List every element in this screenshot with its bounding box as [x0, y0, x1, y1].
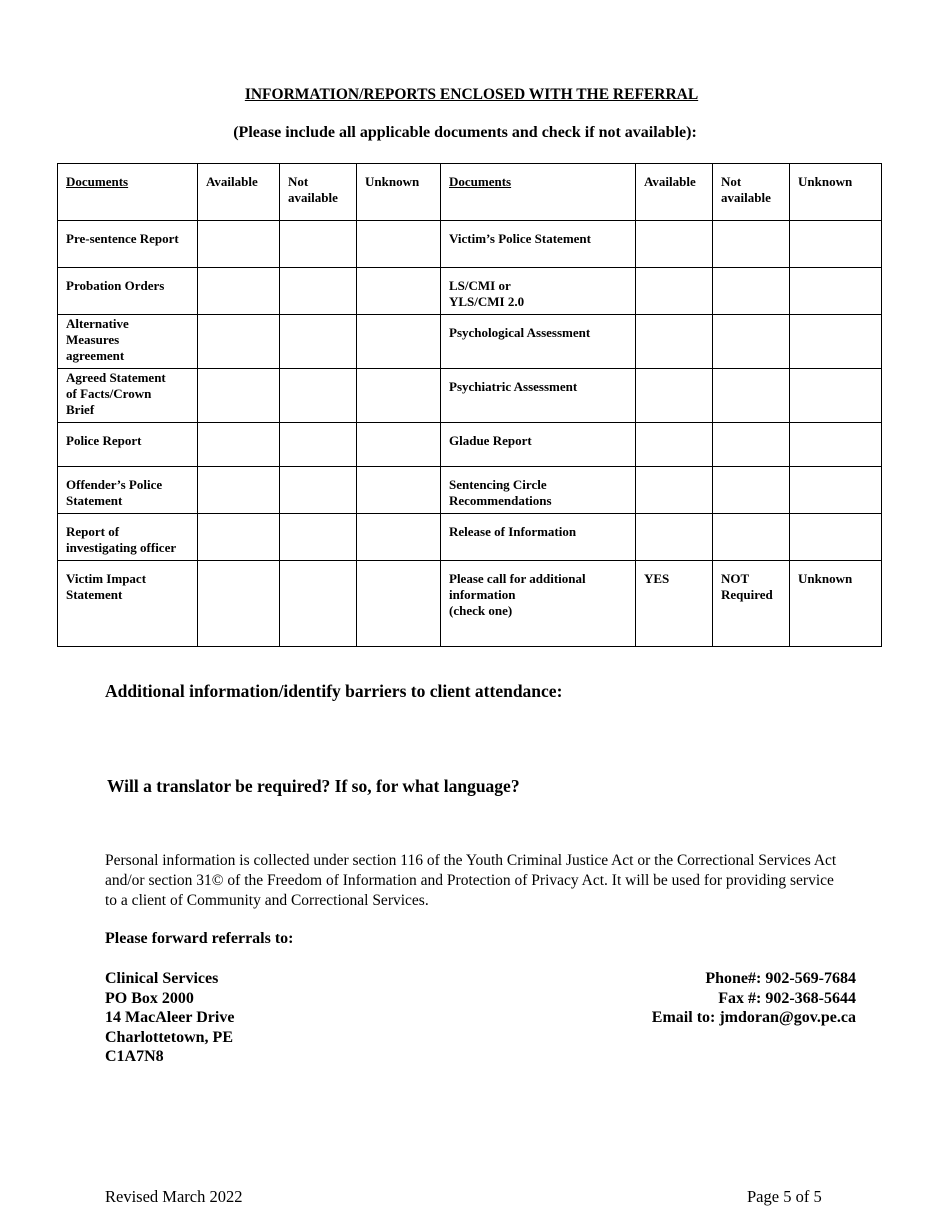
checkbox-unknown[interactable] [790, 467, 882, 514]
document-label: Sentencing Circle Recommendations [441, 467, 636, 514]
address-line: Charlottetown, PE [105, 1028, 233, 1046]
mailing-address [105, 969, 234, 1067]
checkbox-available[interactable] [198, 315, 280, 369]
checkbox-unknown[interactable] [790, 315, 882, 369]
checkbox-unknown[interactable] [357, 561, 441, 647]
barriers-question: Additional information/identify barriers to client attendance: [105, 681, 563, 701]
address-line: Clinical Services [105, 970, 219, 987]
checkbox-unknown[interactable] [790, 514, 882, 561]
header-available: Available [198, 164, 280, 221]
table-row [58, 268, 882, 315]
checkbox-not-available[interactable] [280, 423, 357, 467]
checkbox-unknown[interactable] [790, 423, 882, 467]
document-label: Please call for additional information (check one) [441, 561, 636, 647]
fax-number: Fax #: 902-368-5644 [718, 989, 856, 1007]
address-line: PO Box 2000 [105, 989, 194, 1007]
checkbox-not-available[interactable] [280, 221, 357, 268]
table-row [58, 467, 882, 514]
translator-question: Will a translator be required? If so, for what language? [107, 776, 520, 796]
table-row [58, 561, 882, 647]
checkbox-not-available[interactable] [280, 369, 357, 423]
checkbox-not-available[interactable] [713, 423, 790, 467]
checkbox-available[interactable] [636, 369, 713, 423]
checkbox-unknown[interactable] [790, 268, 882, 315]
checkbox-available[interactable] [636, 315, 713, 369]
forward-label: Please forward referrals to: [105, 930, 294, 947]
header-documents: Documents [58, 164, 198, 221]
checkbox-unknown[interactable] [357, 423, 441, 467]
checkbox-not-available[interactable] [280, 514, 357, 561]
checkbox-available[interactable] [198, 423, 280, 467]
document-label: Probation Orders [58, 268, 198, 315]
checkbox-available[interactable] [198, 561, 280, 647]
checkbox-not-available[interactable] [713, 369, 790, 423]
checkbox-not-available[interactable] [713, 221, 790, 268]
contact-info [652, 969, 856, 1028]
checkbox-available[interactable] [198, 467, 280, 514]
phone-number: Phone#: 902-569-7684 [705, 970, 856, 987]
document-label: Victim’s Police Statement [441, 221, 636, 268]
form-instructions: (Please include all applicable documents and check if not available): [233, 124, 697, 141]
table-row [58, 514, 882, 561]
checkbox-available[interactable] [636, 268, 713, 315]
document-label: Gladue Report [441, 423, 636, 467]
header-not-available-2: Not available [713, 164, 790, 221]
table-row [58, 315, 882, 369]
checkbox-not-available[interactable] [713, 315, 790, 369]
checkbox-not-available[interactable] [280, 315, 357, 369]
header-unknown: Unknown [357, 164, 441, 221]
header-documents-2: Documents [441, 164, 636, 221]
document-label: Release of Information [441, 514, 636, 561]
checkbox-not-available[interactable] [280, 561, 357, 647]
checkbox-available[interactable] [198, 268, 280, 315]
checkbox-available[interactable] [198, 221, 280, 268]
page-number: Page 5 of 5 [747, 1187, 822, 1206]
checkbox-unknown[interactable] [357, 514, 441, 561]
document-label: Victim Impact Statement [58, 561, 198, 647]
document-label: Pre-sentence Report [58, 221, 198, 268]
header-unknown-2: Unknown [790, 164, 882, 221]
document-label: Report of investigating officer [58, 514, 198, 561]
checkbox-not-available[interactable] [713, 514, 790, 561]
privacy-notice: Personal information is collected under section 116 of the Youth Criminal Justice Act or the Correctional Services Act and/or section 31© of the Freedom of Information and Protection of Privacy Act. It will be used for providing service to a client of Community and Correctional Services. [105, 852, 837, 909]
checkbox-unknown[interactable] [357, 315, 441, 369]
checkbox-available[interactable] [636, 221, 713, 268]
document-label: Agreed Statement of Facts/Crown Brief [58, 369, 198, 423]
checkbox-not-available[interactable] [713, 467, 790, 514]
checkbox-available[interactable] [636, 423, 713, 467]
document-label: LS/CMI or YLS/CMI 2.0 [441, 268, 636, 315]
checkbox-unknown[interactable] [357, 221, 441, 268]
document-label: Offender’s Police Statement [58, 467, 198, 514]
checkbox-unknown[interactable] [357, 467, 441, 514]
header-available-2: Available [636, 164, 713, 221]
checkbox-available[interactable] [198, 369, 280, 423]
document-label: Police Report [58, 423, 198, 467]
document-label: Alternative Measures agreement [58, 315, 198, 369]
address-line: 14 MacAleer Drive [105, 1009, 235, 1026]
checkbox-unknown[interactable] [790, 369, 882, 423]
document-label: Psychiatric Assessment [441, 369, 636, 423]
table-row [58, 423, 882, 467]
checkbox-available[interactable] [636, 514, 713, 561]
form-title: INFORMATION/REPORTS ENCLOSED WITH THE REFERRAL [244, 86, 699, 103]
documents-table [57, 163, 882, 647]
checkbox-not-available[interactable] [280, 467, 357, 514]
document-label: Psychological Assessment [441, 315, 636, 369]
option-yes[interactable]: YES [636, 561, 713, 647]
table-header-row [58, 164, 882, 221]
option-unknown[interactable]: Unknown [790, 561, 882, 647]
checkbox-available[interactable] [636, 467, 713, 514]
table-row [58, 369, 882, 423]
checkbox-unknown[interactable] [357, 369, 441, 423]
checkbox-not-available[interactable] [280, 268, 357, 315]
header-not-available: Not available [280, 164, 357, 221]
checkbox-available[interactable] [198, 514, 280, 561]
email-address[interactable]: Email to: jmdoran@gov.pe.ca [651, 1009, 856, 1026]
option-not-required[interactable]: NOT Required [713, 561, 790, 647]
checkbox-unknown[interactable] [790, 221, 882, 268]
table-row [58, 221, 882, 268]
revision-date: Revised March 2022 [105, 1187, 243, 1206]
address-line: C1A7N8 [105, 1048, 164, 1065]
checkbox-not-available[interactable] [713, 268, 790, 315]
checkbox-unknown[interactable] [357, 268, 441, 315]
